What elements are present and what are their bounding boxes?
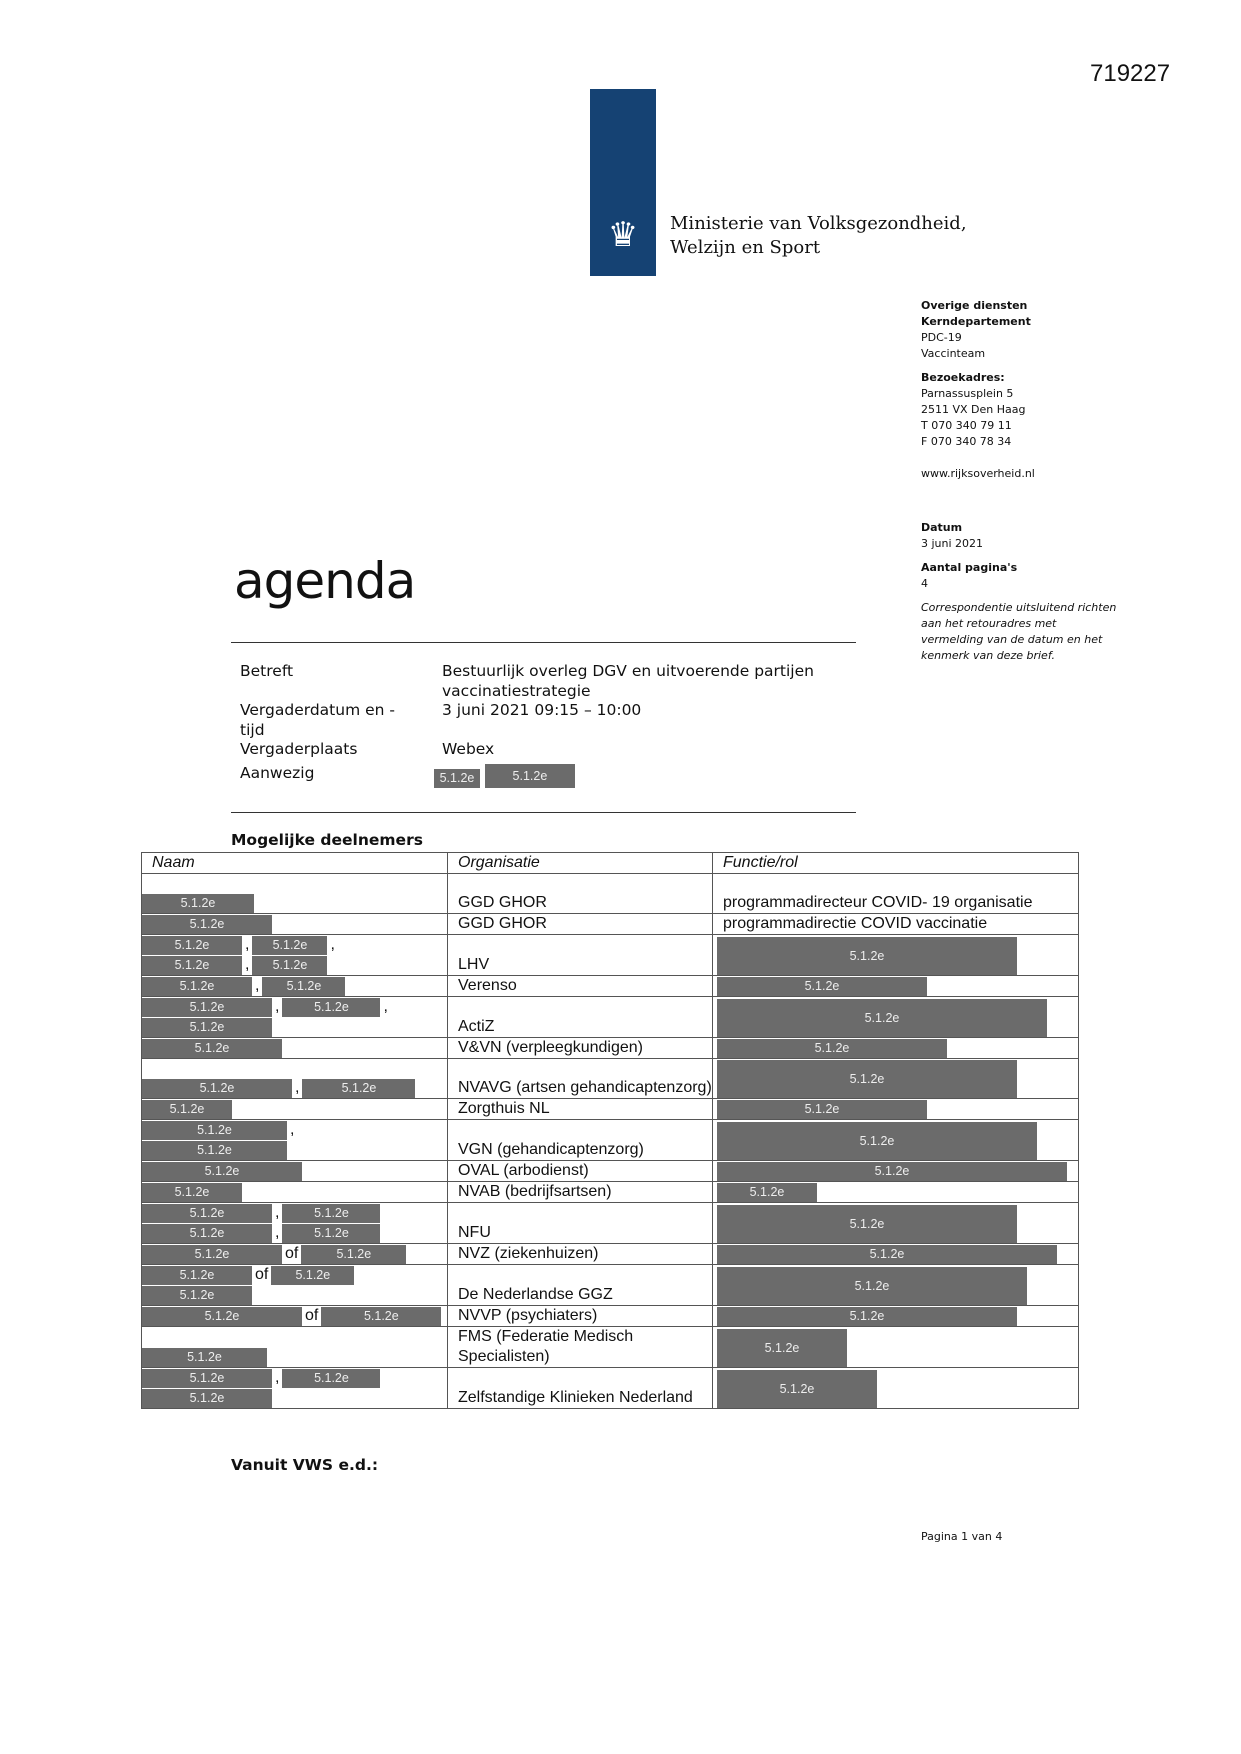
redaction: 5.1.2e (142, 1183, 242, 1202)
divider (231, 642, 856, 643)
ministry-line-1: Ministerie van Volksgezondheid, (670, 213, 967, 234)
organisatie-cell: Verenso (448, 976, 713, 997)
redaction: 5.1.2e (142, 956, 242, 975)
colofon (921, 298, 1121, 664)
organisatie-cell: NVAVG (artsen gehandicaptenzorg) (448, 1059, 713, 1099)
table-row (142, 935, 1079, 976)
redaction: 5.1.2e (142, 1348, 267, 1367)
redaction: 5.1.2e (262, 977, 345, 996)
ministry-name (670, 212, 967, 260)
naam-cell (142, 1203, 448, 1244)
redaction: 5.1.2e (142, 1162, 302, 1181)
redaction: 5.1.2e (142, 977, 252, 996)
redaction: 5.1.2e (142, 1204, 272, 1223)
organisatie-cell: VGN (gehandicaptenzorg) (448, 1120, 713, 1161)
naam-cell (142, 976, 448, 997)
redaction: 5.1.2e (717, 1370, 877, 1408)
redaction: 5.1.2e (142, 998, 272, 1017)
separator: , (295, 1079, 300, 1096)
table-row (142, 874, 1079, 914)
functie-cell (713, 1182, 1079, 1203)
redaction: 5.1.2e (717, 1162, 1067, 1181)
unit: PDC-19 (921, 331, 962, 344)
redaction: 5.1.2e (252, 936, 327, 955)
redaction: 5.1.2e (717, 977, 927, 996)
separator: of (285, 1245, 299, 1262)
separator: , (255, 977, 260, 994)
naam-cell (142, 997, 448, 1038)
organisatie-cell: V&VN (verpleegkundigen) (448, 1038, 713, 1059)
betreft-value: Bestuurlijk overleg DGV en uitvoerende partijen vaccinatiestrategie (442, 662, 814, 700)
column-header-functie: Functie/rol (713, 853, 1079, 874)
redaction: 5.1.2e (302, 1079, 415, 1098)
table-row (142, 1099, 1079, 1120)
redaction: 5.1.2e (717, 1205, 1017, 1243)
redaction: 5.1.2e (142, 1100, 232, 1119)
redaction: 5.1.2e (485, 764, 575, 788)
phone: T 070 340 79 11 (921, 419, 1012, 432)
pages: 4 (921, 577, 928, 590)
redaction: 5.1.2e (717, 1060, 1017, 1098)
naam-cell (142, 1368, 448, 1409)
city: 2511 VX Den Haag (921, 403, 1026, 416)
naam-cell (142, 1265, 448, 1306)
date: 3 juni 2021 (921, 537, 984, 550)
redaction: 5.1.2e (142, 1039, 282, 1058)
vws-heading: Vanuit VWS e.d.: (231, 1456, 379, 1474)
page-number: Pagina 1 van 4 (921, 1530, 1003, 1543)
redaction: 5.1.2e (717, 1329, 847, 1367)
datum-value: 3 juni 2021 09:15 – 10:00 (442, 701, 642, 719)
redaction: 5.1.2e (717, 937, 1017, 975)
redaction: 5.1.2e (142, 936, 242, 955)
redaction: 5.1.2e (717, 1183, 817, 1202)
redaction: 5.1.2e (142, 1369, 272, 1388)
table-row (142, 976, 1079, 997)
redaction: 5.1.2e (142, 1286, 252, 1305)
aanwezig-label: Aanwezig (240, 763, 315, 782)
redaction: 5.1.2e (282, 1204, 380, 1223)
naam-cell (142, 1099, 448, 1120)
redaction: 5.1.2e (142, 1079, 292, 1098)
redaction: 5.1.2e (282, 1224, 380, 1243)
functie-cell (713, 976, 1079, 997)
street: Parnassusplein 5 (921, 387, 1014, 400)
functie-cell (713, 1059, 1079, 1099)
redaction: 5.1.2e (717, 1100, 927, 1119)
betreft-label: Betreft (240, 662, 294, 680)
functie-cell (713, 935, 1079, 976)
separator: of (255, 1266, 269, 1283)
table-row (142, 1368, 1079, 1409)
redaction: 5.1.2e (142, 1389, 272, 1408)
organisatie-cell: NFU (448, 1203, 713, 1244)
correspondence-note: Correspondentie uitsluitend richten aan het retouradres met vermelding van de datum en het kenmerk van deze brief. (921, 601, 1117, 662)
functie-cell (713, 997, 1079, 1038)
organisatie-cell: LHV (448, 935, 713, 976)
organisatie-cell: GGD GHOR (448, 914, 713, 935)
plaats-value: Webex (442, 740, 495, 758)
redaction: 5.1.2e (142, 915, 272, 934)
redaction: 5.1.2e (282, 998, 380, 1017)
separator: , (383, 998, 388, 1015)
naam-cell (142, 914, 448, 935)
redaction: 5.1.2e (717, 1267, 1027, 1305)
aanwezig-value (434, 764, 834, 788)
naam-cell (142, 1182, 448, 1203)
redaction: 5.1.2e (717, 1245, 1057, 1264)
redaction: 5.1.2e (301, 1245, 406, 1264)
separator: , (290, 1121, 295, 1138)
organisatie-cell: ActiZ (448, 997, 713, 1038)
unit: Vaccinteam (921, 347, 986, 360)
redaction: 5.1.2e (142, 1224, 272, 1243)
separator: , (275, 1224, 280, 1241)
functie-cell (713, 1244, 1079, 1265)
redaction: 5.1.2e (717, 1122, 1037, 1160)
page-title: agenda (234, 552, 416, 610)
table-row (142, 1182, 1079, 1203)
date-label: Datum (921, 521, 963, 534)
functie-cell (713, 1120, 1079, 1161)
fax: F 070 340 78 34 (921, 435, 1012, 448)
functie-cell (713, 1161, 1079, 1182)
separator: , (330, 936, 335, 953)
redaction: 5.1.2e (271, 1266, 354, 1285)
redaction: 5.1.2e (142, 1141, 287, 1160)
organisatie-cell: NVAB (bedrijfsartsen) (448, 1182, 713, 1203)
table-row (142, 1161, 1079, 1182)
table-row (142, 997, 1079, 1038)
redaction: 5.1.2e (717, 999, 1047, 1037)
organisatie-cell: OVAL (arbodienst) (448, 1161, 713, 1182)
table-row (142, 1203, 1079, 1244)
naam-cell (142, 1161, 448, 1182)
table-row (142, 914, 1079, 935)
ministry-line-2: Welzijn en Sport (670, 237, 821, 258)
organisatie-cell: Zorgthuis NL (448, 1099, 713, 1120)
naam-cell (142, 1120, 448, 1161)
table-row (142, 1327, 1079, 1368)
separator: , (275, 1369, 280, 1386)
organisatie-cell: NVVP (psychiaters) (448, 1306, 713, 1327)
naam-cell (142, 1038, 448, 1059)
organisatie-cell: Zelfstandige Klinieken Nederland (448, 1368, 713, 1409)
redaction: 5.1.2e (321, 1307, 441, 1326)
column-header-organisatie: Organisatie (448, 853, 713, 874)
naam-cell (142, 1306, 448, 1327)
table-row (142, 1306, 1079, 1327)
organisatie-cell: FMS (Federatie Medisch Specialisten) (448, 1327, 713, 1368)
naam-cell (142, 874, 448, 914)
redaction: 5.1.2e (142, 1018, 272, 1037)
naam-cell (142, 1327, 448, 1368)
table-row (142, 1265, 1079, 1306)
functie-cell (713, 1306, 1079, 1327)
redaction: 5.1.2e (717, 1039, 947, 1058)
separator: , (245, 956, 250, 973)
participants-table (141, 852, 1079, 1409)
pages-label: Aantal pagina's (921, 561, 1018, 574)
functie-cell (713, 1038, 1079, 1059)
functie-cell (713, 1327, 1079, 1368)
functie-cell: programmadirectie COVID vaccinatie (713, 914, 1079, 935)
document-number: 719227 (1090, 60, 1171, 87)
separator: , (275, 998, 280, 1015)
address-label: Bezoekadres: (921, 371, 1005, 384)
divider (231, 812, 856, 813)
functie-cell (713, 1368, 1079, 1409)
dept: Kerndepartement (921, 315, 1031, 328)
meeting-details (240, 662, 842, 788)
column-header-naam: Naam (142, 853, 448, 874)
functie-cell (713, 1265, 1079, 1306)
table-row (142, 1038, 1079, 1059)
naam-cell (142, 935, 448, 976)
table-row (142, 1120, 1079, 1161)
separator: , (275, 1204, 280, 1221)
table-row (142, 1059, 1079, 1099)
redaction: 5.1.2e (142, 894, 254, 913)
participants-heading: Mogelijke deelnemers (231, 831, 423, 849)
redaction: 5.1.2e (142, 1245, 282, 1264)
organisatie-cell: De Nederlandse GGZ (448, 1265, 713, 1306)
dept: Overige diensten (921, 299, 1028, 312)
redaction: 5.1.2e (282, 1369, 380, 1388)
table-row (142, 1244, 1079, 1265)
crest-icon: ♛ (607, 215, 639, 255)
separator: , (245, 936, 250, 953)
redaction: 5.1.2e (434, 769, 480, 788)
datum-label: Vergaderdatum en - tijd (240, 701, 395, 739)
naam-cell (142, 1059, 448, 1099)
functie-cell (713, 1099, 1079, 1120)
plaats-label: Vergaderplaats (240, 740, 358, 758)
redaction: 5.1.2e (142, 1121, 287, 1140)
website: www.rijksoverheid.nl (921, 467, 1035, 480)
separator: of (305, 1307, 319, 1324)
organisatie-cell: NVZ (ziekenhuizen) (448, 1244, 713, 1265)
redaction: 5.1.2e (142, 1307, 302, 1326)
functie-cell (713, 1203, 1079, 1244)
redaction: 5.1.2e (142, 1266, 252, 1285)
redaction: 5.1.2e (252, 956, 327, 975)
functie-cell: programmadirecteur COVID- 19 organisatie (713, 874, 1079, 914)
organisatie-cell: GGD GHOR (448, 874, 713, 914)
redaction: 5.1.2e (717, 1307, 1017, 1326)
naam-cell (142, 1244, 448, 1265)
